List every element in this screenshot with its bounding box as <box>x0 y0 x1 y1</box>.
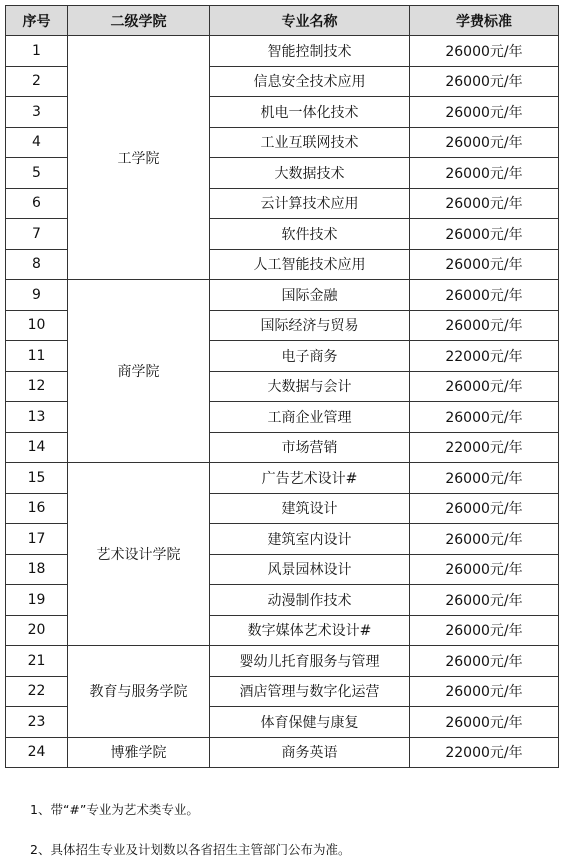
cell-major: 市场营销 <box>210 432 410 463</box>
cell-fee: 26000元/年 <box>410 676 559 707</box>
cell-fee: 26000元/年 <box>410 36 559 67</box>
cell-major: 人工智能技术应用 <box>210 249 410 280</box>
cell-fee: 26000元/年 <box>410 463 559 494</box>
table-row <box>6 463 559 494</box>
cell-no: 21 <box>6 646 68 677</box>
cell-college: 博雅学院 <box>68 737 210 768</box>
cell-fee: 26000元/年 <box>410 280 559 311</box>
cell-fee: 26000元/年 <box>410 127 559 158</box>
cell-major: 体育保健与康复 <box>210 707 410 738</box>
cell-major: 酒店管理与数字化运营 <box>210 676 410 707</box>
table-row <box>6 280 559 311</box>
cell-no: 16 <box>6 493 68 524</box>
cell-no: 17 <box>6 524 68 555</box>
cell-fee: 22000元/年 <box>410 737 559 768</box>
cell-fee: 26000元/年 <box>410 707 559 738</box>
cell-fee: 26000元/年 <box>410 249 559 280</box>
cell-fee: 26000元/年 <box>410 646 559 677</box>
cell-major: 风景园林设计 <box>210 554 410 585</box>
cell-major: 婴幼儿托育服务与管理 <box>210 646 410 677</box>
header-college: 二级学院 <box>68 6 210 36</box>
table-row <box>6 36 559 67</box>
cell-fee: 22000元/年 <box>410 432 559 463</box>
cell-major: 云计算技术应用 <box>210 188 410 219</box>
cell-major: 智能控制技术 <box>210 36 410 67</box>
cell-fee: 26000元/年 <box>410 554 559 585</box>
cell-fee: 26000元/年 <box>410 402 559 433</box>
cell-college: 教育与服务学院 <box>68 646 210 738</box>
cell-major: 商务英语 <box>210 737 410 768</box>
cell-fee: 26000元/年 <box>410 97 559 128</box>
cell-no: 9 <box>6 280 68 311</box>
cell-no: 11 <box>6 341 68 372</box>
cell-no: 20 <box>6 615 68 646</box>
cell-fee: 26000元/年 <box>410 524 559 555</box>
cell-college: 商学院 <box>68 280 210 463</box>
table-body <box>6 36 559 768</box>
cell-no: 6 <box>6 188 68 219</box>
cell-fee: 26000元/年 <box>410 585 559 616</box>
note-enrollment-plan: 2、具体招生专业及计划数以各省招生主管部门公布为准。 <box>30 842 351 857</box>
cell-major: 工商企业管理 <box>210 402 410 433</box>
cell-major: 广告艺术设计# <box>210 463 410 494</box>
cell-no: 18 <box>6 554 68 585</box>
header-major: 专业名称 <box>210 6 410 36</box>
cell-no: 2 <box>6 66 68 97</box>
cell-fee: 26000元/年 <box>410 188 559 219</box>
cell-fee: 26000元/年 <box>410 615 559 646</box>
cell-major: 机电一体化技术 <box>210 97 410 128</box>
header-fee: 学费标准 <box>410 6 559 36</box>
cell-fee: 26000元/年 <box>410 66 559 97</box>
cell-major: 动漫制作技术 <box>210 585 410 616</box>
cell-no: 15 <box>6 463 68 494</box>
cell-major: 信息安全技术应用 <box>210 66 410 97</box>
cell-no: 10 <box>6 310 68 341</box>
cell-major: 国际经济与贸易 <box>210 310 410 341</box>
cell-fee: 26000元/年 <box>410 310 559 341</box>
tuition-table <box>5 5 559 768</box>
cell-college: 艺术设计学院 <box>68 463 210 646</box>
cell-no: 24 <box>6 737 68 768</box>
note-art-majors: 1、带“#”专业为艺术类专业。 <box>30 802 199 817</box>
header-row <box>6 6 559 36</box>
table-row <box>6 646 559 677</box>
cell-major: 建筑室内设计 <box>210 524 410 555</box>
cell-major: 大数据技术 <box>210 158 410 189</box>
cell-no: 4 <box>6 127 68 158</box>
cell-no: 8 <box>6 249 68 280</box>
cell-fee: 22000元/年 <box>410 341 559 372</box>
cell-fee: 26000元/年 <box>410 158 559 189</box>
table-header <box>6 6 559 36</box>
cell-no: 5 <box>6 158 68 189</box>
cell-fee: 26000元/年 <box>410 219 559 250</box>
cell-college: 工学院 <box>68 36 210 280</box>
cell-no: 12 <box>6 371 68 402</box>
header-no: 序号 <box>6 6 68 36</box>
cell-major: 大数据与会计 <box>210 371 410 402</box>
cell-no: 19 <box>6 585 68 616</box>
table-row <box>6 737 559 768</box>
cell-no: 14 <box>6 432 68 463</box>
cell-major: 国际金融 <box>210 280 410 311</box>
cell-no: 1 <box>6 36 68 67</box>
cell-no: 22 <box>6 676 68 707</box>
cell-no: 23 <box>6 707 68 738</box>
cell-major: 电子商务 <box>210 341 410 372</box>
cell-no: 7 <box>6 219 68 250</box>
cell-fee: 26000元/年 <box>410 371 559 402</box>
cell-major: 工业互联网技术 <box>210 127 410 158</box>
cell-fee: 26000元/年 <box>410 493 559 524</box>
cell-major: 数字媒体艺术设计# <box>210 615 410 646</box>
cell-major: 软件技术 <box>210 219 410 250</box>
cell-no: 13 <box>6 402 68 433</box>
cell-no: 3 <box>6 97 68 128</box>
cell-major: 建筑设计 <box>210 493 410 524</box>
